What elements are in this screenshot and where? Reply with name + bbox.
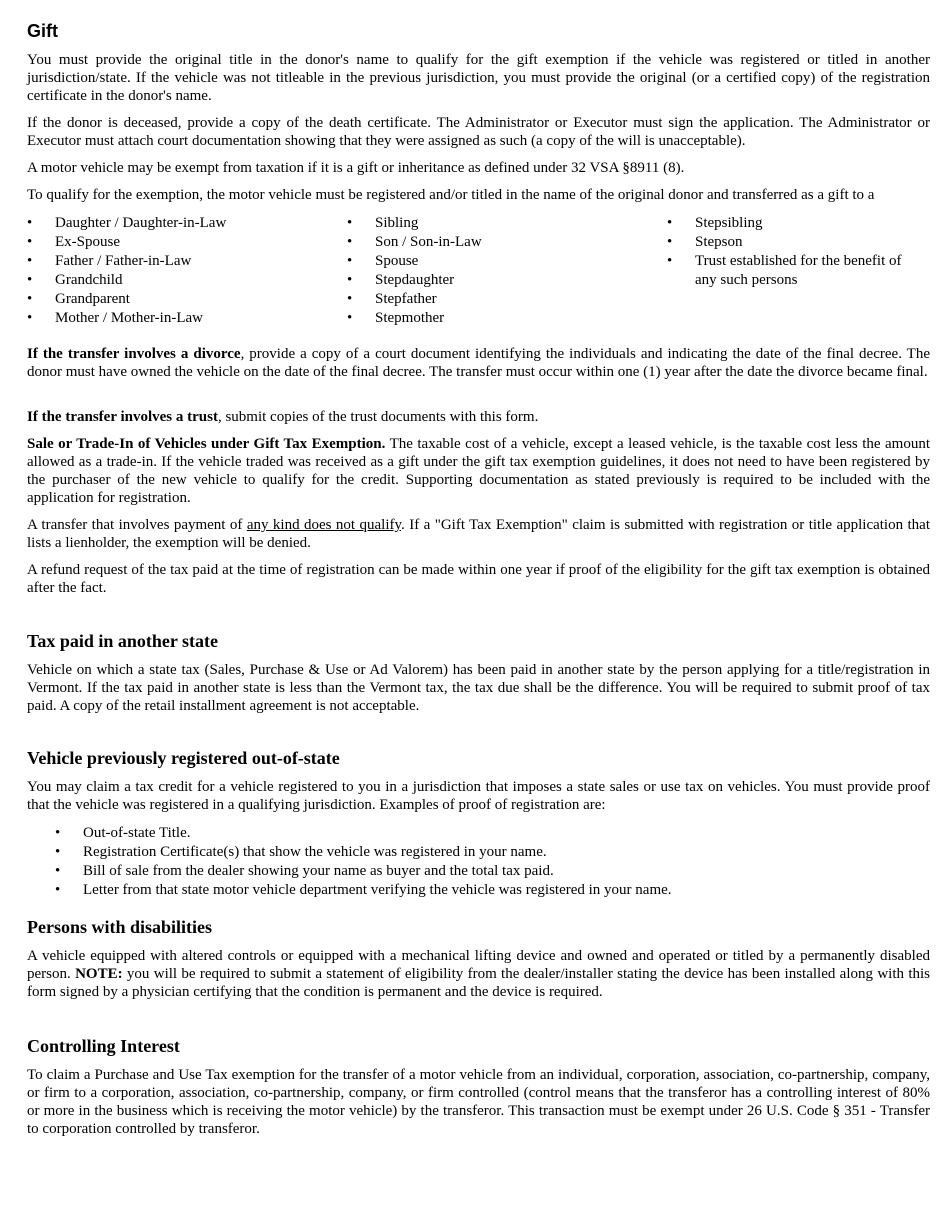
list-item: • Stepsibling: [667, 214, 917, 233]
controlling-interest-paragraph: To claim a Purchase and Use Tax exemption for the transfer of a motor vehicle from an individual, corporation, association, co-partnership, company, or firm to a corporation, association, co-partnership, company, or firm controlled (control means that the transferor has a controlling interest of 80% or more in the business which is receiving the motor vehicle) by the transferor. This transaction must be exempt under 26 U.S. Code § 351 - Transfer to corporation controlled by transferor.: [27, 1067, 930, 1137]
list-item: • Ex-Spouse: [27, 233, 327, 252]
tax-other-state-paragraph: Vehicle on which a state tax (Sales, Purchase & Use or Ad Valorem) has been paid in another state by the person applying for a title/registration in Vermont. If the tax paid in another state is less than the Vermont tax, the tax due shall be the difference. You will be required to submit proof of tax paid. A copy of the retail installment agreement is not acceptable.: [27, 662, 930, 714]
list-item: • Spouse: [347, 252, 647, 271]
list-item: • Son / Son-in-Law: [347, 233, 647, 252]
disabilities-heading: Persons with disabilities: [27, 917, 213, 937]
refund-paragraph: A refund request of the tax paid at the time of registration can be made within one year if proof of the eligibility for the gift tax exemption is obtained after the fact.: [27, 562, 930, 596]
trade-in-text: The taxable cost of a vehicle, except a leased vehicle, is the taxable cost less the amount allowed as a trade-in. If the vehicle traded was received as a gift under the gift tax exemption guidelines, it does not need to have been registered by the purchaser of the new vehicle to qualify for the credit. Supporting documentation as stated previously is required to be included with the application for registration.: [27, 436, 930, 506]
note-bold-label: NOTE:: [75, 966, 123, 982]
list-item: • Stepfather: [347, 290, 647, 309]
disabilities-text-post: you will be required to submit a statement of eligibility from the dealer/installer stating the device has been installed along with this form signed by a physician certifying that the condition is permanent and the device is required.: [27, 966, 930, 1000]
relationship-column-2: [347, 214, 647, 328]
list-item: • Daughter / Daughter-in-Law: [27, 214, 327, 233]
disabilities-paragraph: [27, 947, 930, 1001]
trade-in-paragraph: [27, 435, 930, 507]
divorce-bold-lead: If the transfer involves a divorce: [27, 346, 241, 362]
relationship-column-3: [667, 214, 917, 290]
trust-text: , submit copies of the trust documents with this form.: [217, 409, 539, 425]
disabilities-text-pre: A vehicle equipped with altered controls or equipped with a mechanical lifting device and owned and operated or titled by a permanently disabled person.: [27, 948, 930, 982]
trust-bold-lead: If the transfer involves a trust: [27, 409, 218, 425]
list-item: • Mother / Mother-in-Law: [27, 309, 327, 328]
list-item: • Sibling: [347, 214, 647, 233]
list-item: • Grandchild: [27, 271, 327, 290]
trade-in-bold-lead: Sale or Trade-In of Vehicles under Gift Tax Exemption.: [27, 436, 386, 452]
gift-heading: Gift: [27, 21, 58, 41]
tax-other-state-heading: Tax paid in another state: [27, 631, 219, 651]
relationship-column-1: [27, 214, 327, 328]
list-item: • Registration Certificate(s) that show the vehicle was registered in your name.: [55, 843, 950, 862]
trust-paragraph: [27, 408, 930, 426]
gift-paragraph-original-title: You must provide the original title in the donor's name to qualify for the gift exemption if the vehicle was registered or titled in another jurisdiction/state. If the vehicle was not titleable in the previous jurisdiction, you must provide the original (or a certified copy) of the registration certificate in the donor's name.: [27, 52, 930, 104]
list-item: • Letter from that state motor vehicle department verifying the vehicle was registered in your name.: [55, 881, 950, 900]
list-item: • Out-of-state Title.: [55, 824, 950, 843]
divorce-text: , provide a copy of a court document identifying the individuals and indicating the date of the final decree. The donor must have owned the vehicle on the date of the final decree. The transfer must occur within one (1) year after the date the divorce became final.: [27, 346, 930, 380]
payment-paragraph: [27, 516, 930, 552]
list-item: • Stepson: [667, 233, 917, 252]
gift-paragraph-qualify: To qualify for the exemption, the motor vehicle must be registered and/or titled in the name of the original donor and transferred as a gift to a: [27, 187, 875, 203]
payment-underlined-text: any kind does not qualify: [246, 517, 402, 533]
list-item: • Grandparent: [27, 290, 327, 309]
payment-text-pre: A transfer that involves payment of: [27, 517, 247, 533]
divorce-paragraph: [27, 345, 930, 381]
out-of-state-paragraph: You may claim a tax credit for a vehicle registered to you in a jurisdiction that imposes a state sales or use tax on vehicles. You must provide proof that the vehicle was registered in a qualifying jurisdiction. Examples of proof of registration are:: [27, 779, 930, 813]
out-of-state-heading: Vehicle previously registered out-of-state: [27, 748, 340, 768]
proof-of-registration-list: [27, 824, 950, 900]
list-item: • Stepmother: [347, 309, 647, 328]
list-item: • Bill of sale from the dealer showing your name as buyer and the total tax paid.: [55, 862, 950, 881]
controlling-interest-heading: Controlling Interest: [27, 1036, 180, 1056]
list-item: • Trust established for the benefit of any such persons: [667, 252, 917, 290]
list-item: • Stepdaughter: [347, 271, 647, 290]
list-item: • Father / Father-in-Law: [27, 252, 327, 271]
gift-paragraph-exempt-definition: A motor vehicle may be exempt from taxation if it is a gift or inheritance as defined under 32 VSA §8911 (8).: [27, 160, 685, 176]
payment-text-post: . If a "Gift Tax Exemption" claim is submitted with registration or title application that lists a lienholder, the exemption will be denied.: [27, 517, 931, 551]
gift-paragraph-deceased-donor: If the donor is deceased, provide a copy of the death certificate. The Administrator or Executor must sign the application. The Administrator or Executor must attach court documentation showing that they were assigned as such (a copy of the will is unacceptable).: [27, 115, 930, 149]
